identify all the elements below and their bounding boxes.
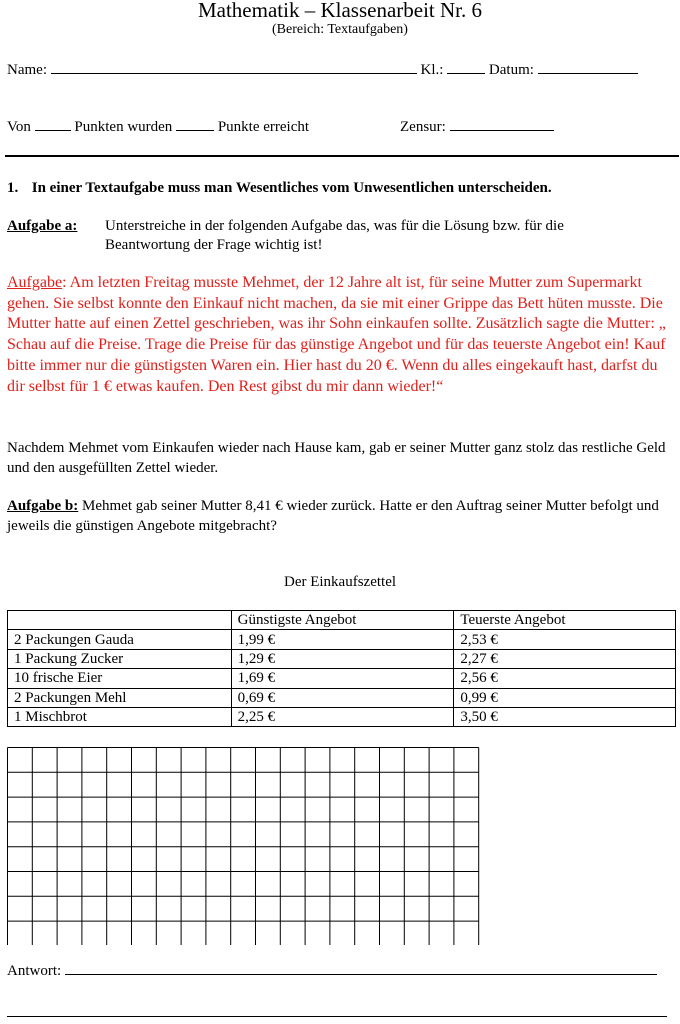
aufgabe-a-text-line-1: Unterstreiche in der folgenden Aufgabe das, was für die Lösung bzw. für die bbox=[105, 218, 564, 234]
von-label: Von bbox=[7, 119, 31, 135]
story-paragraph bbox=[7, 273, 677, 397]
question-1-heading bbox=[7, 179, 552, 197]
shopping-list-caption: Der Einkaufszettel bbox=[283, 574, 397, 590]
class-label: Kl.: bbox=[420, 62, 444, 78]
item-cell: 1 Packung Zucker bbox=[8, 649, 232, 668]
question-heading-text: In einer Textaufgabe muss man Wesentliches vom Unwesentlichen unterscheiden. bbox=[31, 180, 552, 196]
after-text-paragraph: Nachdem Mehmet vom Einkaufen wieder nach Hause kam, gab er seiner Mutter ganz stolz das restliche Geld und den ausgefüllten Zettel wieder. bbox=[7, 440, 666, 476]
zensur-label: Zensur: bbox=[400, 119, 446, 135]
date-blank[interactable] bbox=[538, 61, 638, 74]
calculation-grid[interactable] bbox=[7, 747, 481, 945]
aufgabe-b-label: Aufgabe b: bbox=[7, 498, 79, 514]
header-divider bbox=[5, 155, 679, 157]
table-row bbox=[8, 669, 676, 688]
expensive-price-cell: 3,50 € bbox=[454, 707, 676, 726]
answer-label: Antwort: bbox=[7, 963, 62, 979]
expensive-price-cell: 0,99 € bbox=[454, 688, 676, 707]
erreicht-label: Punkte erreicht bbox=[217, 119, 310, 135]
item-cell: 2 Packungen Mehl bbox=[8, 688, 232, 707]
achieved-points-blank[interactable] bbox=[176, 118, 214, 131]
aufgabe-a-label: Aufgabe a: bbox=[7, 218, 78, 234]
table-row bbox=[8, 688, 676, 707]
expensive-price-cell: 2,27 € bbox=[454, 649, 676, 668]
table-header-row bbox=[8, 611, 676, 630]
grade-row bbox=[400, 118, 554, 136]
date-label: Datum: bbox=[488, 62, 534, 78]
answer-row bbox=[7, 962, 657, 980]
cheapest-price-cell: 2,25 € bbox=[231, 707, 454, 726]
table-header-cell: Teuerste Angebot bbox=[454, 611, 676, 630]
table-row bbox=[8, 630, 676, 649]
expensive-price-cell: 2,53 € bbox=[454, 630, 676, 649]
expensive-price-cell: 2,56 € bbox=[454, 669, 676, 688]
cheapest-price-cell: 1,69 € bbox=[231, 669, 454, 688]
name-blank[interactable] bbox=[51, 61, 417, 74]
answer-second-line[interactable] bbox=[7, 1016, 667, 1017]
story-text: : Am letzten Freitag musste Mehmet, der 12 Jahre alt ist, für seine Mutter zum Supermarkt gehen. Sie selbst konnte den Einkauf nicht machen, da sie mit einer Grippe das Bett hüten musste. Die Mutter hatte auf einen Zettel geschrieben, was ihr Sohn einkaufen sollte. Zusätzlich sagte die Mutter: „ Schau auf die Preise. Trage die Preise für das günstige Angebot und für das teuerste Angebot ein! Kauf bitte immer nur die günstigsten Waren ein. Hier hast du 20 €. Wenn du alles eingekauft hast, darfst du dir selbst für 1 € etwas kaufen. Den Rest gibst du mir dann wieder!“ bbox=[7, 274, 666, 395]
aufgabe-a-label-box bbox=[7, 217, 77, 235]
table-header-cell: Günstigste Angebot bbox=[231, 611, 454, 630]
cheapest-price-cell: 1,29 € bbox=[231, 649, 454, 668]
aufgabe-b-text: Mehmet gab seiner Mutter 8,41 € wieder zurück. Hatte er den Auftrag seiner Mutter befolgt und jeweils die günstigen Angebote mitgebracht? bbox=[7, 498, 659, 534]
total-points-blank[interactable] bbox=[35, 118, 71, 131]
table-row bbox=[8, 707, 676, 726]
name-row bbox=[7, 61, 638, 79]
table-header-cell bbox=[8, 611, 232, 630]
story-label: Aufgabe bbox=[7, 274, 63, 291]
points-row bbox=[7, 118, 309, 136]
answer-blank[interactable] bbox=[65, 962, 657, 975]
page-subtitle: (Bereich: Textaufgaben) bbox=[272, 22, 408, 37]
item-cell: 2 Packungen Gauda bbox=[8, 630, 232, 649]
item-cell: 10 frische Eier bbox=[8, 669, 232, 688]
cheapest-price-cell: 0,69 € bbox=[231, 688, 454, 707]
punkten-label: Punkten wurden bbox=[74, 119, 173, 135]
aufgabe-b-paragraph bbox=[7, 496, 677, 536]
question-number: 1. bbox=[7, 180, 19, 196]
page-title: Mathematik – Klassenarbeit Nr. 6 bbox=[197, 0, 482, 22]
grade-blank[interactable] bbox=[450, 118, 554, 131]
calculation-grid-lines bbox=[7, 747, 481, 945]
cheapest-price-cell: 1,99 € bbox=[231, 630, 454, 649]
class-blank[interactable] bbox=[447, 61, 485, 74]
table-row bbox=[8, 649, 676, 668]
shopping-list-table bbox=[7, 610, 676, 727]
item-cell: 1 Mischbrot bbox=[8, 707, 232, 726]
aufgabe-a-text-line-2: Beantwortung der Frage wichtig ist! bbox=[105, 237, 323, 253]
name-label: Name: bbox=[7, 62, 47, 78]
